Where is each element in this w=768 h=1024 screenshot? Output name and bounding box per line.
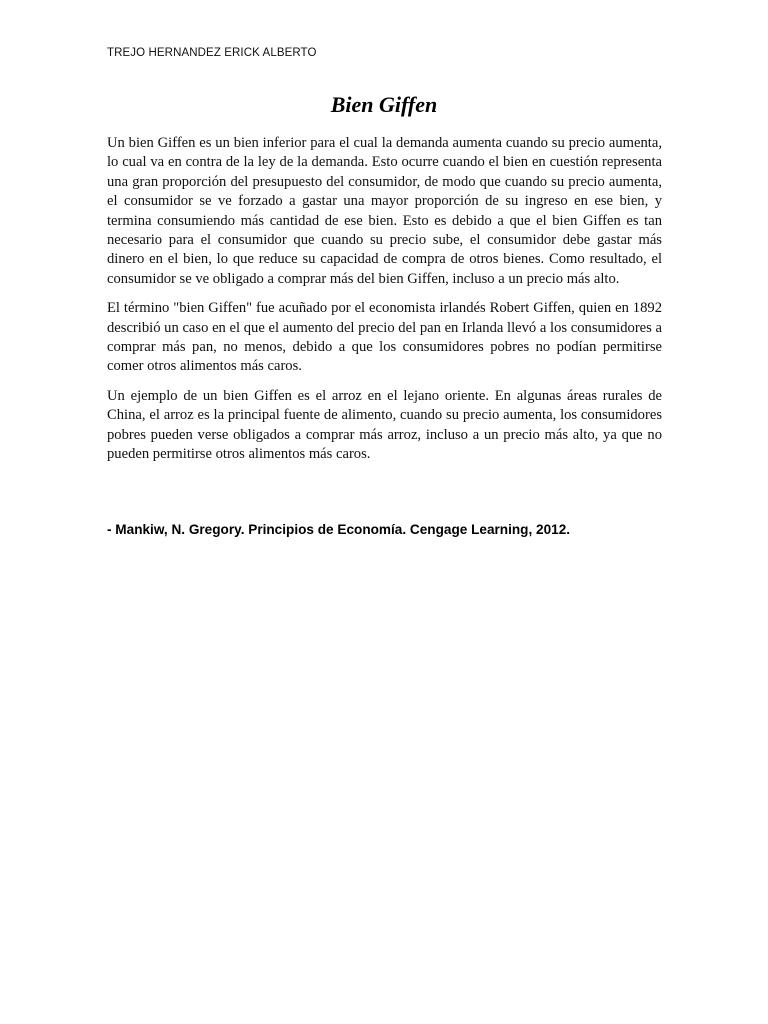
paragraph: Un ejemplo de un bien Giffen es el arroz en el lejano oriente. En algunas áreas rurales de China, el arroz es la principal fuente de alimento, cuando su precio aumenta, los consumidores pobres pueden verse obligados a comprar más arroz, incluso a un precio más alto, ya que no pueden permitirse otros alimentos más caros. xyxy=(107,387,662,463)
author-name: TREJO HERNANDEZ ERICK ALBERTO xyxy=(107,47,317,59)
paragraph: El término "bien Giffen" fue acuñado por el economista irlandés Robert Giffen, quien en 1892 describió un caso en el que el aumento del precio del pan en Irlanda llevó a los consumidores a comprar más pan, no menos, debido a que los consumidores pobres no podían permitirse comer otros alimentos más caros. xyxy=(107,300,662,375)
paragraph: Un bien Giffen es un bien inferior para el cual la demanda aumenta cuando su precio aumenta, lo cual va en contra de la ley de la demanda. Esto ocurre cuando el bien en cuestión representa una gran proporción del presupuesto del consumidor, de modo que cuando su precio aumenta, el consumidor se ve forzado a gastar una mayor proporción de su ingreso en ese bien, y termina consumiendo más cantidad de ese bien. Esto es debido a que el bien Giffen es tan necesario para el consumidor que cuando su precio sube, el consumidor debe gastar más dinero en el bien, lo que reduce su capacidad de compra de otros bienes. Como resultado, el consumidor se ve obligado a comprar más del bien Giffen, incluso a un precio más alto. xyxy=(107,135,662,287)
document-title: Bien Giffen xyxy=(330,92,438,117)
document-body xyxy=(107,134,662,475)
bibliographic-reference: - Mankiw, N. Gregory. Principios de Economía. Cengage Learning, 2012. xyxy=(107,522,571,537)
